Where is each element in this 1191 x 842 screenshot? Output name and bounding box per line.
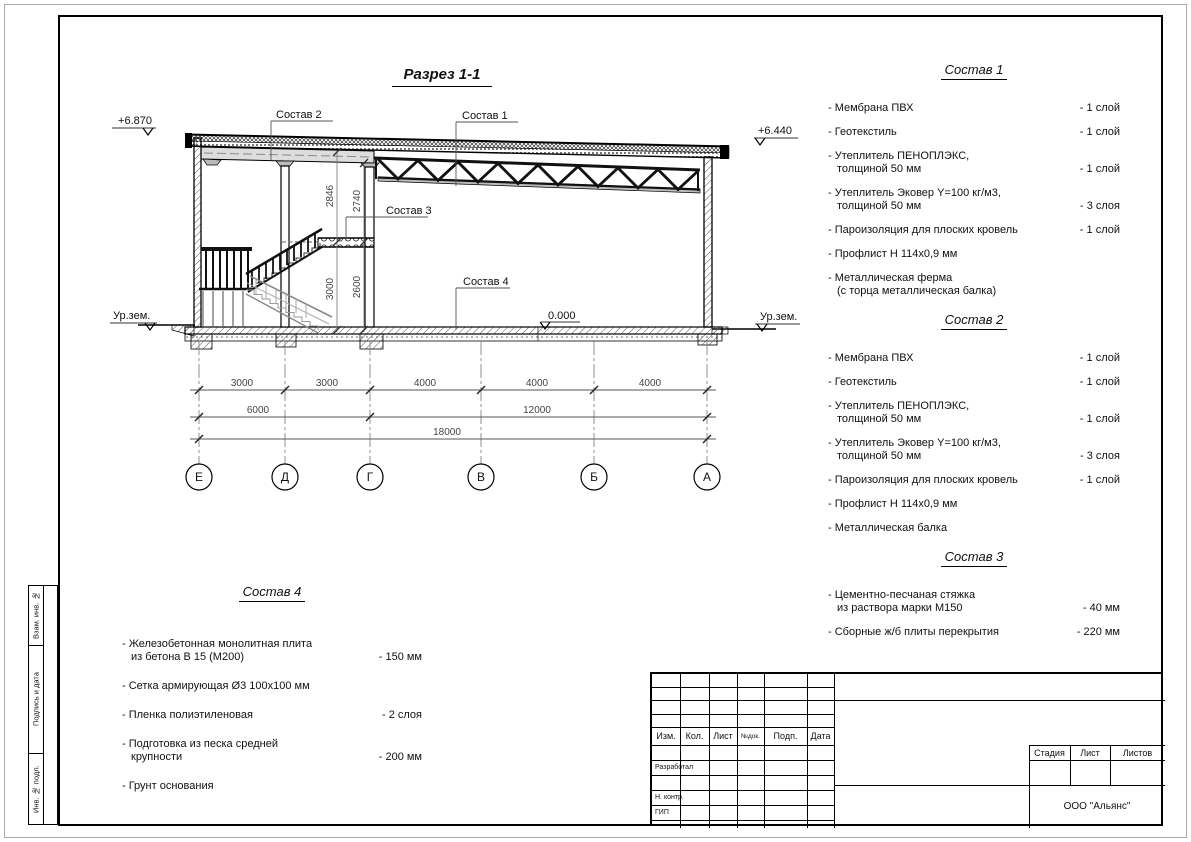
section-drawing	[0, 0, 820, 520]
composition-item-value: - 220 мм	[1076, 626, 1120, 638]
composition-item-text: - Утеплитель Эковер Y=100 кг/м3, толщиной 50 мм	[828, 437, 1001, 462]
strip-label-vzam: Взам. инв. №	[31, 591, 41, 640]
composition-item	[122, 638, 422, 664]
axis-a: А	[702, 470, 712, 484]
tb-sheet: Лист	[1080, 747, 1100, 758]
axis-v: В	[476, 470, 486, 484]
composition-item-value: - 2 слоя	[381, 709, 422, 721]
tb-sheets: Листов	[1122, 747, 1153, 758]
dim-18000: 18000	[433, 427, 461, 438]
composition-item-value: - 200 мм	[378, 751, 422, 763]
composition-item-text: - Грунт основания	[122, 780, 214, 792]
composition-item-text: - Пароизоляция для плоских кровель	[828, 224, 1018, 236]
composition-item	[122, 709, 422, 722]
vdim-2846: 2846	[325, 184, 336, 208]
tb-col-data: Дата	[810, 731, 831, 741]
tb-organization: ООО "Альянс"	[1063, 801, 1131, 812]
composition-item-text: - Подготовка из песка средней крупности	[122, 738, 278, 763]
composition-item-text: - Утеплитель ПЕНОПЛЭКС, толщиной 50 мм	[828, 150, 970, 175]
composition-item-text: - Пароизоляция для плоских кровель	[828, 474, 1018, 486]
elev-left: +6.870	[118, 115, 152, 127]
staircase	[199, 229, 332, 334]
axis-b: Б	[590, 470, 598, 484]
composition-item	[828, 187, 1120, 213]
tb-stage: Стадия	[1034, 747, 1065, 758]
composition-item	[828, 376, 1120, 389]
strip-label-podpis: Подпись и дата	[31, 672, 41, 727]
composition-item-value: - 3 слоя	[1079, 450, 1120, 462]
composition-item-text: - Цементно-песчаная стяжка из раствора марки М150	[828, 589, 976, 614]
composition-item-value: - 1 слой	[1079, 352, 1120, 364]
composition-item-text: - Сетка армирующая Ø3 100х100 мм	[122, 680, 310, 692]
ground-label-left: Ур.зем.	[113, 310, 151, 322]
floor-slab	[185, 327, 722, 341]
tb-row-razrabotal: Разработал	[655, 764, 694, 771]
composition-2	[828, 312, 1120, 546]
composition-3-title: Состав 3	[941, 549, 1008, 567]
composition-item-text: - Геотекстиль	[828, 126, 897, 138]
tb-row-nkontr: Н. контр.	[655, 794, 684, 801]
leader-sostav4: Состав 4	[463, 276, 509, 288]
composition-item	[122, 680, 422, 693]
composition-3	[828, 549, 1120, 650]
composition-item-text: - Мембрана ПВХ	[828, 102, 914, 114]
composition-item-text: - Утеплитель ПЕНОПЛЭКС, толщиной 50 мм	[828, 400, 970, 425]
composition-item	[122, 738, 422, 764]
composition-item	[122, 780, 422, 793]
composition-item-value: - 1 слой	[1079, 126, 1120, 138]
leader-sostav2: Состав 2	[276, 109, 322, 121]
composition-4	[122, 584, 422, 809]
composition-item-text: - Железобетонная монолитная плита из бетона В 15 (М200)	[122, 638, 313, 663]
strip-label-inv: Инв. № подл.	[31, 765, 41, 813]
composition-1-title: Состав 1	[941, 62, 1008, 80]
dim-6000: 6000	[246, 405, 270, 416]
composition-item-text: - Профлист Н 114х0,9 мм	[828, 498, 958, 510]
axis-d: Д	[280, 470, 290, 484]
roof-truss	[374, 158, 700, 193]
composition-item-value: - 1 слой	[1079, 376, 1120, 388]
strip-cell-podpis	[29, 646, 43, 754]
composition-1	[828, 62, 1120, 309]
composition-item	[828, 522, 1120, 535]
dim-4000-b: 4000	[525, 378, 549, 389]
elev-floor: 0.000	[548, 310, 576, 322]
composition-item-text: - Сборные ж/б плиты перекрытия	[828, 626, 999, 638]
tb-col-ndok: №док.	[740, 732, 761, 740]
axis-e: Е	[194, 470, 204, 484]
vdim-2740: 2740	[352, 189, 363, 213]
composition-item-text: - Утеплитель Эковер Y=100 кг/м3, толщиной 50 мм	[828, 187, 1001, 212]
composition-item	[828, 224, 1120, 237]
ground-label-right: Ур.зем.	[760, 311, 798, 323]
vdim-3000: 3000	[325, 277, 336, 301]
composition-item	[828, 150, 1120, 176]
dimension-system	[186, 341, 720, 490]
elev-right: +6.440	[758, 125, 792, 137]
strip-cell-vzam	[29, 586, 43, 646]
dim-3000-b: 3000	[315, 378, 339, 389]
composition-item-value: - 1 слой	[1079, 474, 1120, 486]
composition-item	[828, 498, 1120, 511]
composition-item-value: - 1 слой	[1079, 224, 1120, 236]
composition-item-value: - 1 слой	[1079, 413, 1120, 425]
dim-4000-a: 4000	[413, 378, 437, 389]
strip-cell-inv	[29, 754, 43, 824]
composition-item-text: - Профлист Н 114х0,9 мм	[828, 248, 958, 260]
composition-item	[828, 248, 1120, 261]
tb-col-list: Лист	[713, 731, 733, 741]
composition-2-title: Состав 2	[941, 312, 1008, 330]
composition-item-value: - 40 мм	[1082, 602, 1120, 614]
composition-4-title: Состав 4	[239, 584, 306, 602]
composition-item	[828, 272, 1120, 298]
composition-item	[828, 474, 1120, 487]
composition-item-value: - 3 слоя	[1079, 200, 1120, 212]
dim-12000: 12000	[523, 405, 551, 416]
composition-item-value: - 1 слой	[1079, 102, 1120, 114]
composition-item	[828, 126, 1120, 139]
leader-sostav3: Состав 3	[386, 205, 432, 217]
composition-item	[828, 589, 1120, 615]
tb-col-podp: Подп.	[773, 731, 798, 741]
dim-3000-a: 3000	[230, 378, 254, 389]
composition-item-text: - Металлическая ферма (с торца металлическая балка)	[828, 272, 997, 297]
composition-item	[828, 437, 1120, 463]
composition-item	[828, 626, 1120, 639]
dim-4000-c: 4000	[638, 378, 662, 389]
composition-item-text: - Металлическая балка	[828, 522, 948, 534]
tb-col-kol: Кол.	[685, 731, 704, 741]
ceiling-slab	[201, 147, 379, 168]
composition-item-text: - Пленка полиэтиленовая	[122, 709, 253, 721]
composition-item-text: - Геотекстиль	[828, 376, 897, 388]
tb-row-gip: ГИП	[655, 809, 669, 816]
section-title: Разрез 1-1	[392, 66, 492, 87]
leader-sostav1: Состав 1	[462, 110, 508, 122]
composition-item-text: - Мембрана ПВХ	[828, 352, 914, 364]
composition-item	[828, 102, 1120, 115]
side-attribute-strip	[28, 585, 58, 825]
composition-item-value: - 1 слой	[1079, 163, 1120, 175]
vdim-2600: 2600	[352, 275, 363, 299]
composition-item-value: - 150 мм	[378, 651, 422, 663]
title-block	[650, 672, 1163, 826]
tb-col-izm: Изм.	[656, 731, 676, 741]
composition-item	[828, 400, 1120, 426]
composition-item	[828, 352, 1120, 365]
axis-g: Г	[366, 470, 374, 484]
